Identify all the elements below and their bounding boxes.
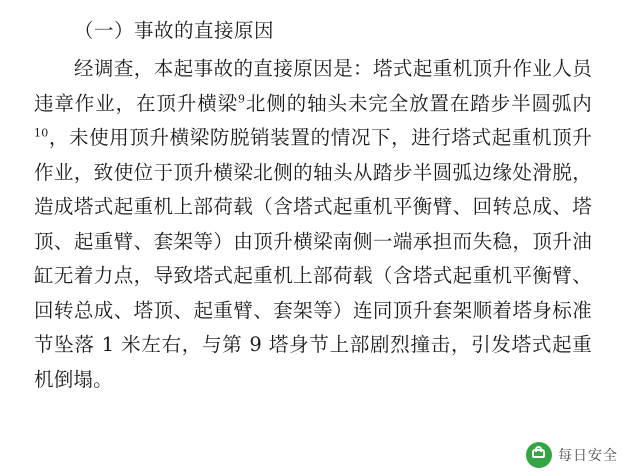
footnote-marker-9: 9: [238, 92, 246, 105]
body-paragraph: [34, 52, 592, 397]
watermark: [526, 442, 618, 468]
paragraph-part-2: 北侧的轴头未完全放置在踏步半圆弧内: [245, 91, 592, 115]
shield-icon: [526, 442, 552, 468]
paragraph-part-3: ，未使用顶升横梁防脱销装置的情况下，进行塔式起重机顶升作业，致使位于顶升横梁北侧的轴头从踏步半圆弧边缘处滑脱，造成塔式起重机上部荷载（含塔式起重机平衡臂、回转总成、塔顶、起重臂、套架等）由顶升横梁南侧一端承担而失稳，顶升油缸无着力点，导致塔式起重机上部荷载（含塔式起重机平衡臂、回转总成、塔顶、起重臂、套架等）连同顶升套架顺着塔身标准节坠落 1 米左右，与第 9 塔身节上部剧烈撞击，引发塔式起重机倒塌。: [34, 126, 592, 391]
paragraph-part-1: 经调查，本起事故的直接原因是：塔式起重机顶升作业人员违章作业，在顶升横梁: [34, 57, 592, 115]
footnote-marker-10: 10: [34, 126, 49, 140]
watermark-label: 每日安全: [558, 448, 618, 464]
section-heading: （一）事故的直接原因: [74, 19, 275, 42]
